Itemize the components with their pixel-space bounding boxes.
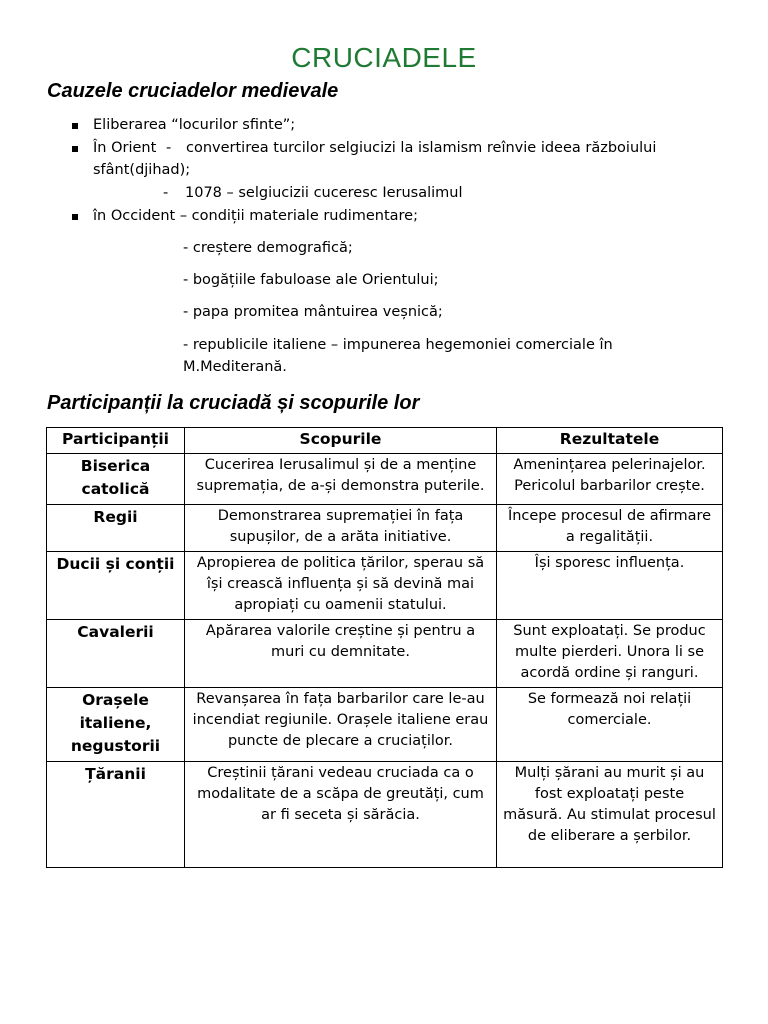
goal-cell: Cucerirea Ierusalimul și de a menține supremația, de a-și demonstra puterile. — [185, 454, 497, 505]
section-heading-causes: Cauzele cruciadelor medievale — [47, 80, 339, 102]
sub-cause-republics-cont: M.Mediterană. — [183, 359, 287, 375]
result-cell: Își sporesc influența. — [497, 552, 723, 620]
result-cell: Amenințarea pelerinajelor. Pericolul barbarilor crește. — [497, 454, 723, 505]
bullet-icon — [72, 123, 78, 129]
result-cell: Mulți șărani au murit și au fost exploatați peste măsură. Au stimulat procesul de eliberare a șerbilor. — [497, 762, 723, 868]
participant-cell: Țăranii — [47, 762, 185, 868]
result-cell: Începe procesul de afirmare a regalității. — [497, 505, 723, 552]
table-row — [47, 552, 723, 620]
sub-cause-republics: - republicile italiene – impunerea hegemoniei comerciale în — [183, 337, 613, 353]
document-title: CRUCIADELE — [291, 42, 477, 73]
cause-liberation: Eliberarea “locurilor sfinte”; — [93, 117, 296, 133]
table-row — [47, 505, 723, 552]
bullet-icon — [72, 214, 78, 220]
result-cell: Se formează noi relații comerciale. — [497, 688, 723, 762]
header-results: Rezultatele — [497, 428, 723, 454]
goal-cell: Demonstrarea supremației în fața supușilor, de a arăta initiative. — [185, 505, 497, 552]
participant-cell: Cavalerii — [47, 620, 185, 688]
participant-cell: Ducii și conții — [47, 552, 185, 620]
bullet-icon — [72, 146, 78, 152]
goal-cell: Revanșarea în fața barbarilor care le-au incendiat regiunile. Orașele italiene erau puncte de plecare a cruciaților. — [185, 688, 497, 762]
header-goals: Scopurile — [185, 428, 497, 454]
header-participants: Participanții — [47, 428, 185, 454]
section-heading-participants: Participanții la cruciadă și scopurile lor — [47, 392, 420, 414]
table-header-row — [47, 428, 723, 454]
participant-cell: Biserica catolică — [47, 454, 185, 505]
table-row — [47, 762, 723, 868]
cause-orient-dash: - — [166, 140, 172, 156]
table-row — [47, 688, 723, 762]
sub-cause-riches: - bogățiile fabuloase ale Orientului; — [183, 272, 439, 288]
sub-cause-demography: - creștere demografică; — [183, 240, 353, 256]
cause-orient-text: convertirea turcilor selgiucizi la islamism reînvie ideea războiului — [186, 140, 657, 156]
table-row — [47, 620, 723, 688]
cause-occident: în Occident – condiții materiale rudimentare; — [93, 208, 418, 224]
cause-orient-sub: 1078 – selgiucizii cuceresc Ierusalimul — [185, 185, 463, 201]
cause-orient-sub-dash: - — [163, 185, 169, 201]
cause-orient-cont: sfânt(djihad); — [93, 162, 191, 178]
result-cell: Sunt exploatați. Se produc multe pierderi. Unora li se acordă ordine și ranguri. — [497, 620, 723, 688]
participant-cell: Regii — [47, 505, 185, 552]
table-row — [47, 454, 723, 505]
goal-cell: Creștinii țărani vedeau cruciada ca o modalitate de a scăpa de greutăți, cum ar fi seceta și sărăcia. — [185, 762, 497, 868]
goal-cell: Apărarea valorile creștine și pentru a muri cu demnitate. — [185, 620, 497, 688]
participant-cell: Orașele italiene, negustorii — [47, 688, 185, 762]
sub-cause-pope: - papa promitea mântuirea veșnică; — [183, 304, 443, 320]
cause-orient-label: În Orient — [93, 140, 157, 156]
participants-table — [46, 427, 723, 868]
goal-cell: Apropierea de politica țărilor, sperau să își crească influența și să devină mai apropiați cu oamenii statului. — [185, 552, 497, 620]
